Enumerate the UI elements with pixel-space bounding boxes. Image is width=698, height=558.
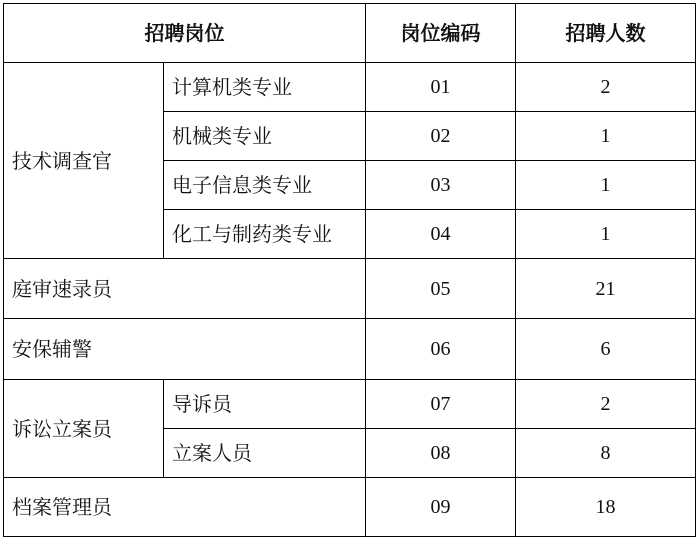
table-row [4, 259, 696, 319]
position-code: 01 [366, 63, 516, 112]
position-code: 05 [366, 259, 516, 319]
group-name: 技术调查官 [4, 63, 164, 259]
sub-position: 化工与制药类专业 [164, 210, 366, 259]
header-count: 招聘人数 [516, 4, 696, 63]
recruit-count: 6 [516, 319, 696, 380]
recruit-count: 8 [516, 429, 696, 478]
position-code: 07 [366, 380, 516, 429]
recruit-count: 18 [516, 478, 696, 537]
header-row [4, 4, 696, 63]
recruit-count: 2 [516, 380, 696, 429]
sub-position: 立案人员 [164, 429, 366, 478]
recruit-count: 1 [516, 161, 696, 210]
position-code: 09 [366, 478, 516, 537]
table-row [4, 63, 696, 112]
header-position: 招聘岗位 [4, 4, 366, 63]
group-name: 庭审速录员 [4, 259, 366, 319]
table-row [4, 319, 696, 380]
group-name: 诉讼立案员 [4, 380, 164, 478]
sub-position: 计算机类专业 [164, 63, 366, 112]
table-row [4, 478, 696, 537]
header-code: 岗位编码 [366, 4, 516, 63]
position-code: 04 [366, 210, 516, 259]
sub-position: 机械类专业 [164, 112, 366, 161]
group-name: 档案管理员 [4, 478, 366, 537]
recruit-count: 21 [516, 259, 696, 319]
position-code: 08 [366, 429, 516, 478]
sub-position: 导诉员 [164, 380, 366, 429]
recruitment-table [3, 3, 696, 537]
position-code: 02 [366, 112, 516, 161]
recruit-count: 1 [516, 112, 696, 161]
sub-position: 电子信息类专业 [164, 161, 366, 210]
recruit-count: 2 [516, 63, 696, 112]
group-name: 安保辅警 [4, 319, 366, 380]
table-row [4, 380, 696, 429]
position-code: 06 [366, 319, 516, 380]
position-code: 03 [366, 161, 516, 210]
recruit-count: 1 [516, 210, 696, 259]
